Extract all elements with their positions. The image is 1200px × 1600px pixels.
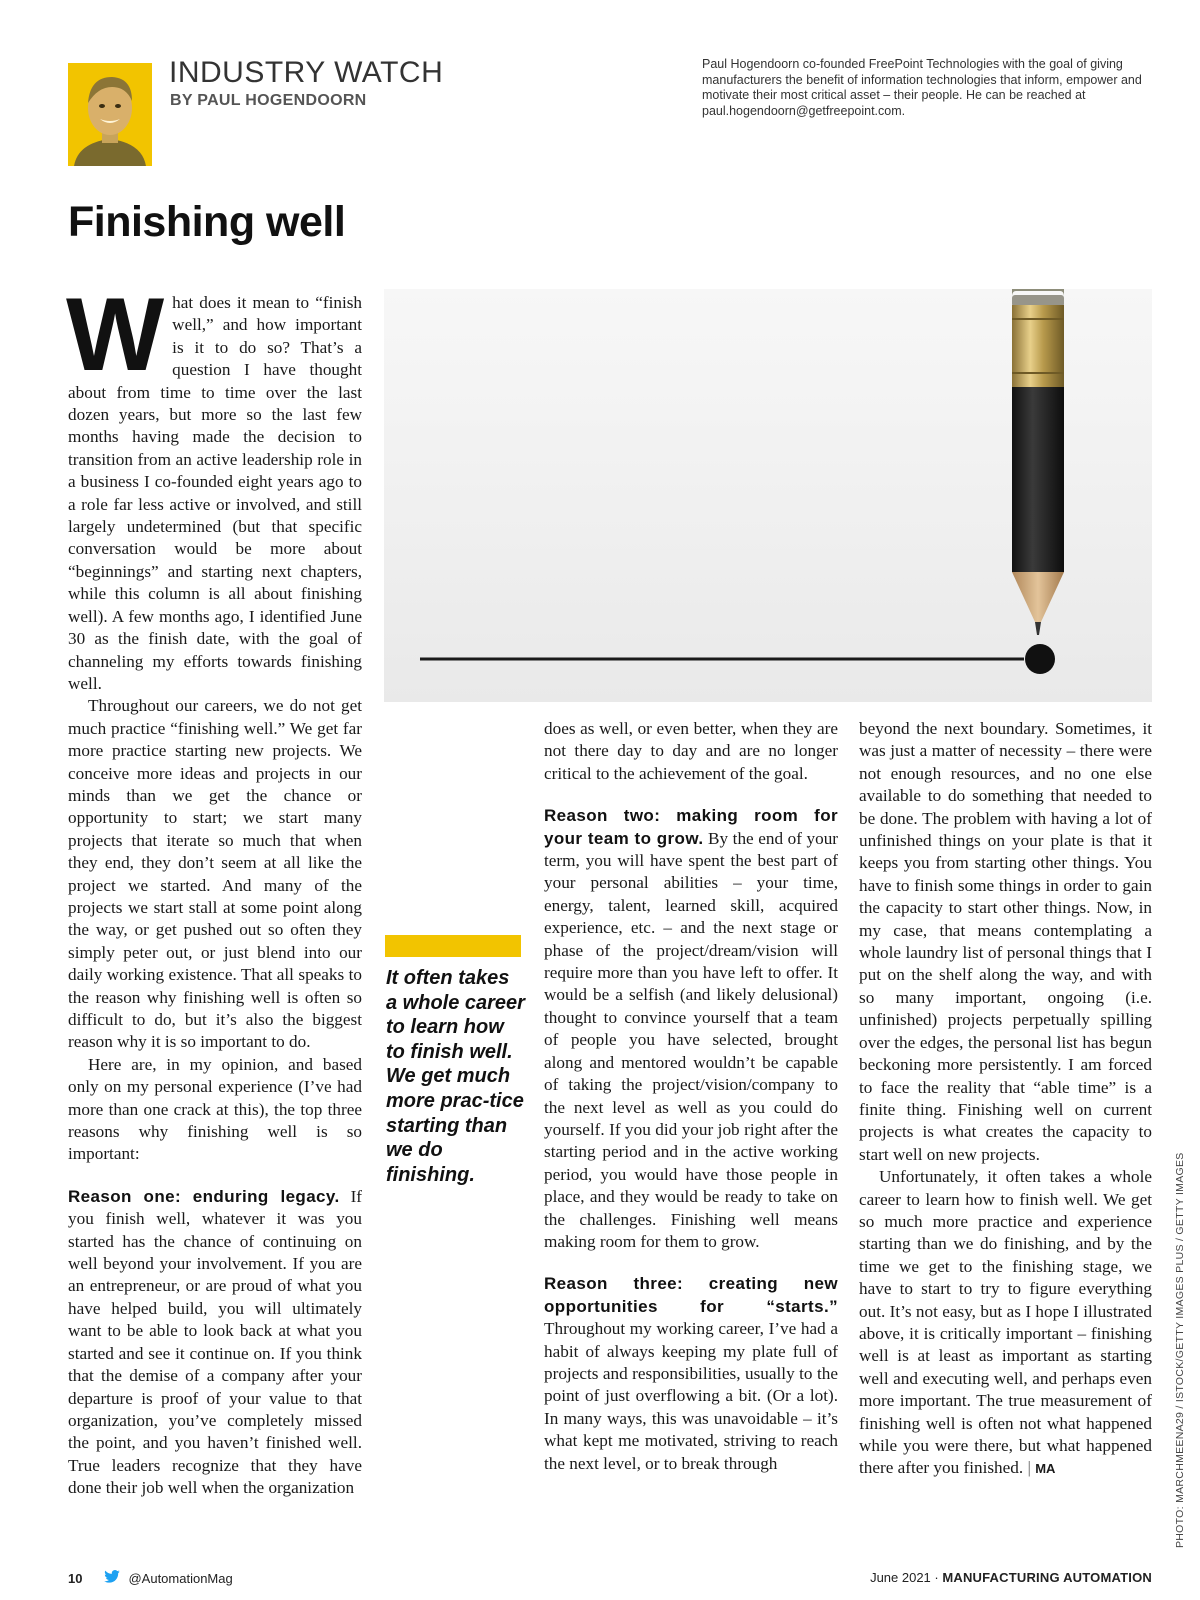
closing-paragraph: Unfortunately, it often takes a whole career to learn how to finish well. We get so much more practice and experience starting than we do finishing, and by the time we get to the finishing stage, we have to start to try to figure everything out. It’s not easy, but as I hope I illustrated above, it is critically important – finishing well is at least as important as starting well and executing well, and perhaps even more important. The true measurement of finishing well is often not what happened while you were there, but what happened there after you finished. | MA: [859, 1167, 1152, 1478]
headline: Finishing well: [68, 198, 346, 246]
pullquote-accent-bar: [385, 935, 521, 957]
end-mark: MA: [1035, 1461, 1056, 1477]
twitter-handle: @AutomationMag: [128, 1570, 233, 1586]
page-number: 10: [68, 1570, 83, 1586]
paragraph: Throughout our careers, we do not get much practice “finishing well.” We get far more practice starting new projects. We conceive more ideas and projects in our minds than we get the chance or opportunity to start; we start many projects that iterate so much that when they end, they don’t seem at all like the project we started. And many of the projects we start stall at some point along the way, or get pushed out so often they simply peter out, or just blend into our daily working existence. That all speaks to the reason why finishing well is often so difficult to do, but it’s also the biggest reason why it is so important to do.: [68, 696, 362, 1052]
intro-paragraph: What does it mean to “finish well,” and how important is it to do so? That’s a question I have thought about from time to time over the last dozen years, but more so the last few months having made the decision to transition from an active leadership role in a business I co-founded eight years ago to a role far less active or involved, and still largely undetermined (but that specific conversation would be more about “beginnings” and starting next chapters, while this column is all about finishing well). A few months ago, I identified June 30 as the finish date, with the goal of channeling my efforts towards finishing well.: [66, 277, 362, 693]
article-photo: [384, 289, 1152, 702]
footer-left: [68, 1570, 233, 1586]
paragraph: Here are, in my opinion, and based only on my personal experience (I’ve had more than one crack at this), the top three reasons why finishing well is so important:: [68, 1054, 362, 1164]
issue-date: June 2021 ·: [870, 1570, 943, 1585]
paragraph: beyond the next boundary. Sometimes, it was just a matter of necessity – there were not enough resources, and no one else available to do something that needed to be done. The problem with having a lot of unfinished things on your plate is that it keeps you from starting other things. You have to finish some things in order to gain the capacity to start other things. Now, in my case, that means contemplating a whole laundry list of personal things that I put on the shelf along the way, and with so many important, ongoing (i.e. unfinished) projects perpetually spilling over the edges, the personal list has begun beckoning more persistently. I am forced to face the reality that “able time” is a finite thing. Finishing well on current projects is what creates the capacity to start well on new projects.: [859, 719, 1152, 1164]
drop-cap: W: [66, 277, 165, 393]
article-column-2: [544, 718, 838, 1475]
footer-right: [870, 1570, 1152, 1585]
column-name: INDUSTRY WATCH: [169, 56, 444, 89]
reason-one: Reason one: enduring legacy. If you finish well, whatever it was you started has the chance of continuing on well beyond your involvement. If you are an entrepreneur, or are proud of what you have helped build, you will ultimately want to be able to look back at what you started and see it continue on. If you think that the demise of a company after your departure is proof of your value to that organization, you’ve completely missed the point, and you haven’t finished well. True leaders recognize that they have done their job well when the organization: [68, 1186, 363, 1498]
reason-three-heading: Reason three: creating new opportunities for “starts.”: [544, 1274, 838, 1316]
author-bio: Paul Hogendoorn co-founded FreePoint Technologies with the goal of giving manufacturers the benefit of information technologies that inform, empower and motivate their most critical asset – their people. He can be reached at paul.hogendoorn@getfreepoint.com.: [702, 57, 1142, 118]
reason-three: Reason three: creating new opportunities for “starts.” Throughout my working career, I’ve had a habit of always keeping my plate full of projects and responsibilities, usually to the point of just overflowing a bit. (Or a lot). In many ways, this was unavoidable – it’s what kept me motivated, striving to reach the next level, or to break through: [544, 1274, 838, 1473]
reason-two: Reason two: making room for your team to grow. By the end of your term, you will have spent the best part of your personal abilities – your time, energy, talent, learned skill, acquired experience, etc. – and the next stage or phase of the project/dream/vision will require more than you have left to offer. It would be a selfish (and likely delusional) thought to convince yourself that a team of people you have selected, brought along and mentored wouldn’t be capable of taking the project/vision/company to the next level as well as you could do yourself. If you did your job right after the starting period and in the active working period, you would have those people in place, and they would be ready to take on the challenges. Finishing well means making room for them to grow.: [544, 806, 839, 1251]
reason-two-heading: Reason two: making room for your team to grow.: [544, 806, 838, 848]
pullquote: It often takes a whole career to learn how to finish well. We get much more prac-tice starting than we do finishing.: [386, 967, 525, 1186]
byline: BY PAUL HOGENDOORN: [170, 92, 367, 109]
photo-credit: PHOTO: MARCHMEENA29 / ISTOCK/GETTY IMAGES PLUS / GETTY IMAGES: [1174, 1152, 1186, 1548]
twitter-icon: [104, 1570, 120, 1586]
article-column-3: [859, 718, 1152, 1481]
paragraph: does as well, or even better, when they are not there day to day and are no longer critical to the achievement of the goal.: [544, 719, 838, 783]
author-photo: [68, 63, 152, 166]
article-column-1: [66, 277, 363, 1500]
magazine-name: MANUFACTURING AUTOMATION: [942, 1570, 1152, 1585]
reason-one-heading: Reason one: enduring legacy.: [68, 1186, 340, 1206]
